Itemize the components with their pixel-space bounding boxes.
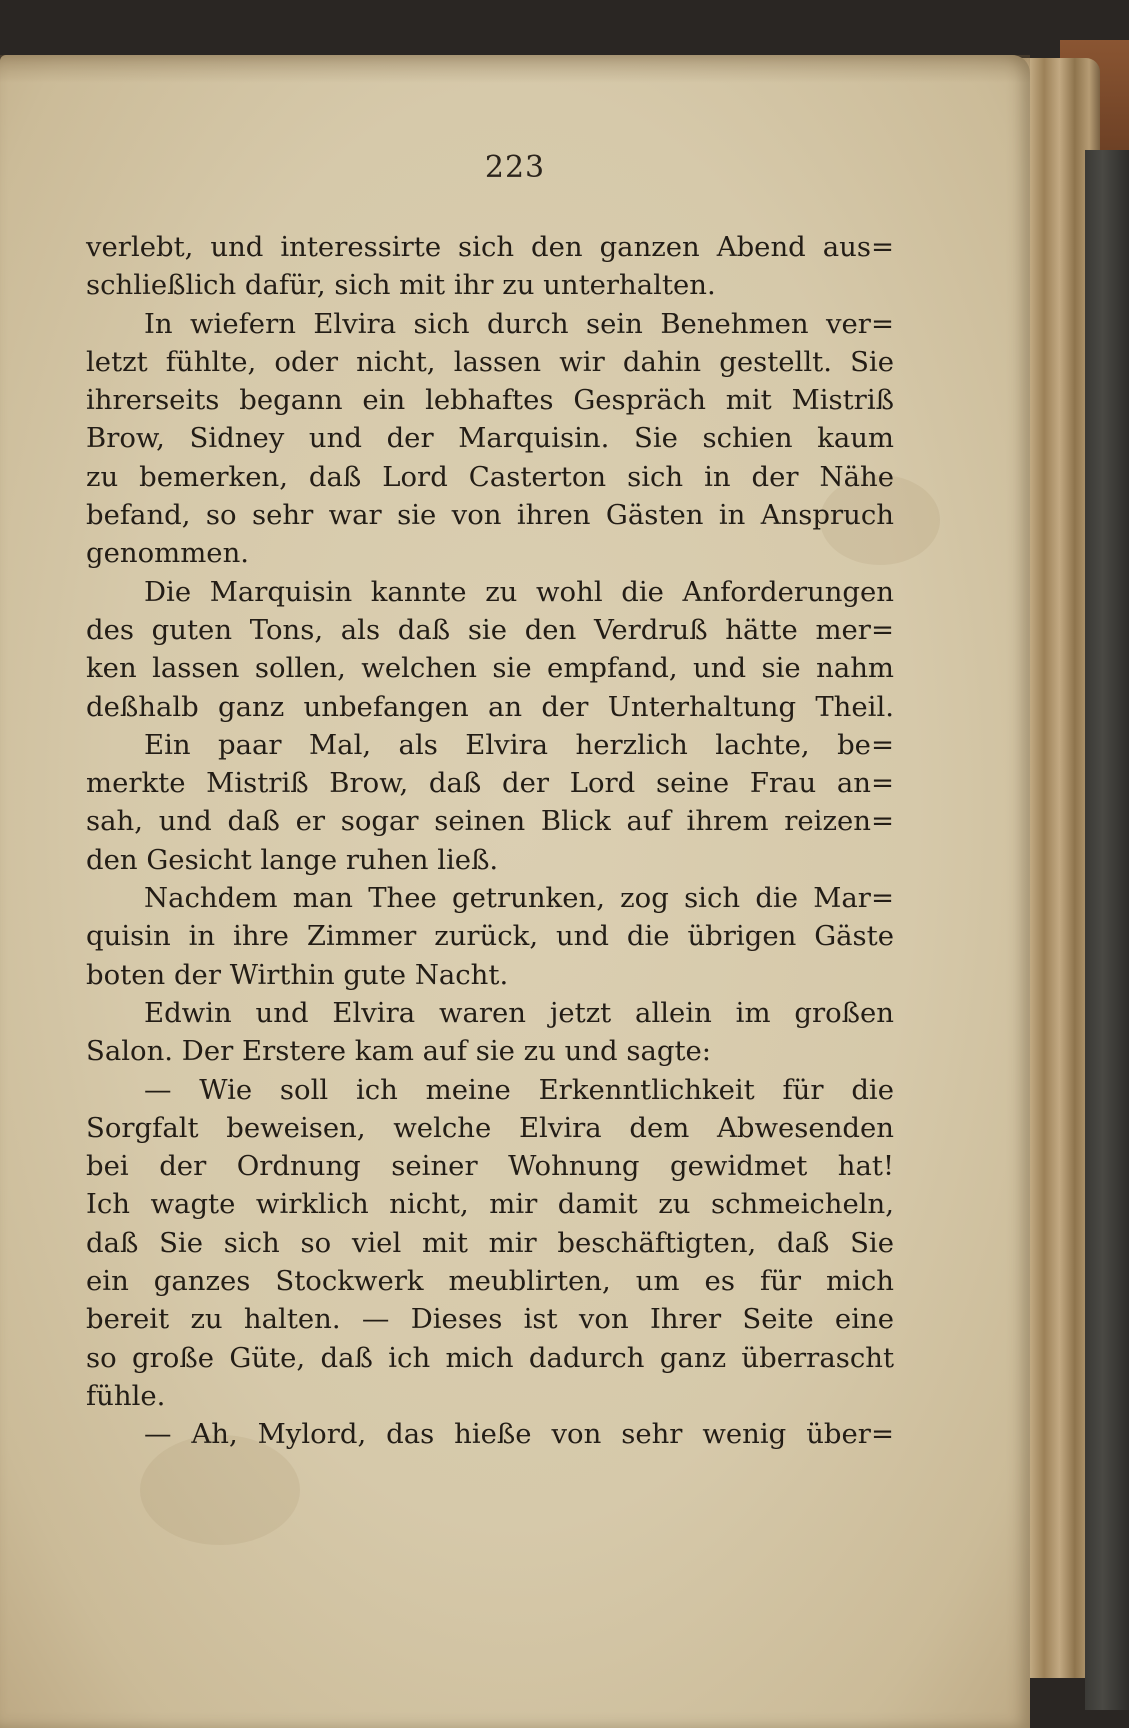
text-line: ken lassen sollen, welchen sie empfand, und sie nahm (86, 652, 894, 685)
text-line: befand, so sehr war sie von ihren Gästen in Anspruch (86, 499, 894, 532)
text-line: Ein paar Mal, als Elvira herzlich lachte, be= (144, 728, 894, 761)
text-line: Ich wagte wirklich nicht, mir damit zu schmeicheln, (86, 1188, 894, 1221)
page-top-shadow (0, 55, 1030, 83)
text-line: — Ah, Mylord, das hieße von sehr wenig über= (144, 1418, 894, 1451)
text-line: fühle. (86, 1379, 166, 1412)
text-line: Sorgfalt beweisen, welche Elvira dem Abwesenden (86, 1111, 894, 1144)
text-line: ein ganzes Stockwerk meublirten, um es für mich (86, 1265, 894, 1298)
text-line: schließlich dafür, sich mit ihr zu unterhalten. (86, 269, 716, 302)
text-line: deßhalb ganz unbefangen an der Unterhaltung Theil. (86, 690, 894, 723)
text-line: bereit zu halten. — Dieses ist von Ihrer Seite eine (86, 1303, 894, 1336)
text-line: zu bemerken, daß Lord Casterton sich in der Nähe (86, 460, 894, 493)
text-line: sah, und daß er sogar seinen Blick auf ihrem reizen= (86, 805, 894, 838)
text-line: Salon. Der Erstere kam auf sie zu und sagte: (86, 1035, 712, 1068)
text-line: — Wie soll ich meine Erkenntlichkeit für die (144, 1073, 894, 1106)
text-line: ihrerseits begann ein lebhaftes Gespräch mit Mistriß (86, 384, 894, 417)
text-line: Die Marquisin kannte zu wohl die Anforderungen (144, 575, 894, 608)
text-line: boten der Wirthin gute Nacht. (86, 958, 509, 991)
text-line: genommen. (86, 537, 250, 570)
text-line: den Gesicht lange ruhen ließ. (86, 843, 499, 876)
page-number: 223 (484, 150, 546, 185)
text-line: quisin in ihre Zimmer zurück, und die übrigen Gäste (86, 920, 894, 953)
text-line: daß Sie sich so viel mit mir beschäftigten, daß Sie (86, 1226, 894, 1259)
text-line: Nachdem man Thee getrunken, zog sich die Mar= (144, 882, 894, 915)
body-text (86, 228, 894, 1454)
text-line: bei der Ordnung seiner Wohnung gewidmet hat! (86, 1150, 894, 1183)
text-line: so große Güte, daß ich mich dadurch ganz überrascht (86, 1341, 894, 1374)
text-line: Brow, Sidney und der Marquisin. Sie schien kaum (86, 422, 894, 455)
text-line: Edwin und Elvira waren jetzt allein im großen (144, 996, 894, 1029)
text-line: merkte Mistriß Brow, daß der Lord seine Frau an= (86, 767, 894, 800)
text-line: In wiefern Elvira sich durch sein Benehmen ver= (144, 307, 894, 340)
text-line: verlebt, und interessirte sich den ganzen Abend aus= (86, 231, 894, 263)
text-line: des guten Tons, als daß sie den Verdruß hätte mer= (86, 613, 894, 646)
text-line: letzt fühlte, oder nicht, lassen wir dahin gestellt. Sie (86, 345, 894, 378)
book-cover-edge (1085, 150, 1129, 1710)
